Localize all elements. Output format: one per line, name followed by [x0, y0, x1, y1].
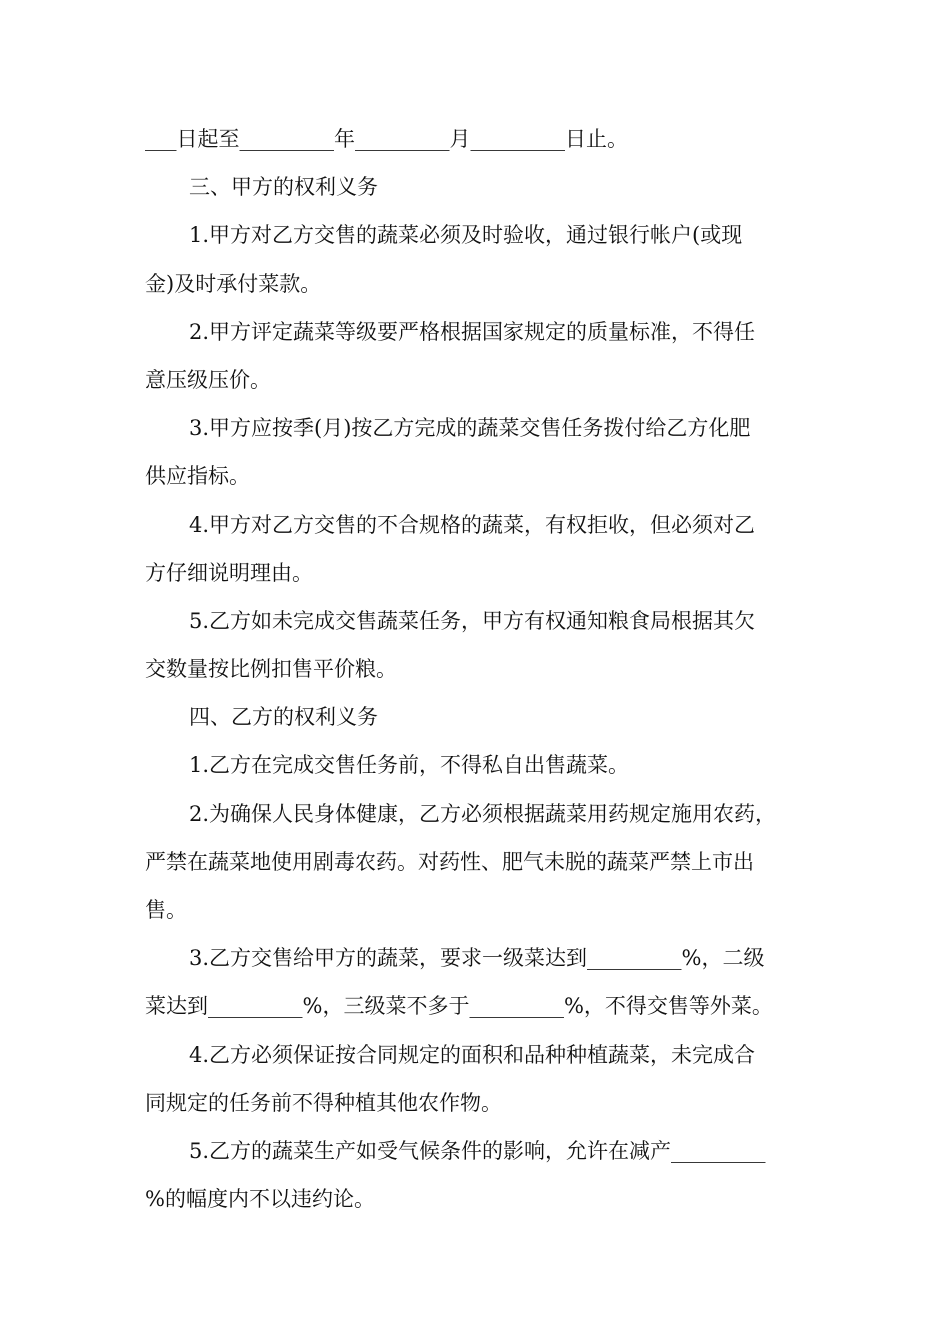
- text-line: 售。: [145, 898, 187, 922]
- text-line: 1.乙方在完成交售任务前，不得私自出售蔬菜。: [189, 753, 630, 778]
- text-line: 5.乙方的蔬菜生产如受气候条件的影响，允许在减产_________: [189, 1138, 766, 1163]
- text-line: 意压级压价。: [145, 367, 271, 392]
- text-line: 2.甲方评定蔬菜等级要严格根据国家规定的质量标准，不得任: [189, 319, 756, 344]
- section-heading-party-a: 三、甲方的权利义务: [189, 175, 378, 200]
- text-line: ___日起至_________年_________月_________日止。: [145, 127, 628, 151]
- text-line: 严禁在蔬菜地使用剧毒农药。对药性、肥气未脱的蔬菜严禁上市出: [145, 849, 754, 874]
- text-line: 1.甲方对乙方交售的蔬菜必须及时验收，通过银行帐户(或现: [189, 223, 743, 248]
- document-body: [145, 115, 815, 1223]
- text-line: 金)及时承付菜款。: [145, 271, 322, 296]
- text-line: 5.乙方如未完成交售蔬菜任务，甲方有权通知粮食局根据其欠: [189, 608, 756, 633]
- text-line: %的幅度内不以违约论。: [145, 1187, 375, 1212]
- text-line: 4.乙方必须保证按合同规定的面积和品种种植蔬菜，未完成合: [189, 1042, 756, 1067]
- section-heading-party-b: 四、乙方的权利义务: [189, 705, 378, 730]
- text-line: 方仔细说明理由。: [145, 560, 313, 585]
- text-line: 菜达到_________%，三级菜不多于_________%，不得交售等外菜。: [145, 994, 773, 1019]
- text-line: 供应指标。: [145, 464, 250, 489]
- text-line: 2.为确保人民身体健康，乙方必须根据蔬菜用药规定施用农药，: [189, 801, 777, 826]
- text-line: 3.乙方交售给甲方的蔬菜，要求一级菜达到_________%，二级: [189, 946, 765, 971]
- text-line: 同规定的任务前不得种植其他农作物。: [145, 1090, 502, 1115]
- text-line: 3.甲方应按季(月)按乙方完成的蔬菜交售任务拨付给乙方化肥: [189, 416, 751, 441]
- text-line: 交数量按比例扣售平价粮。: [145, 657, 397, 682]
- text-line: 4.甲方对乙方交售的不合规格的蔬菜，有权拒收，但必须对乙: [189, 512, 756, 537]
